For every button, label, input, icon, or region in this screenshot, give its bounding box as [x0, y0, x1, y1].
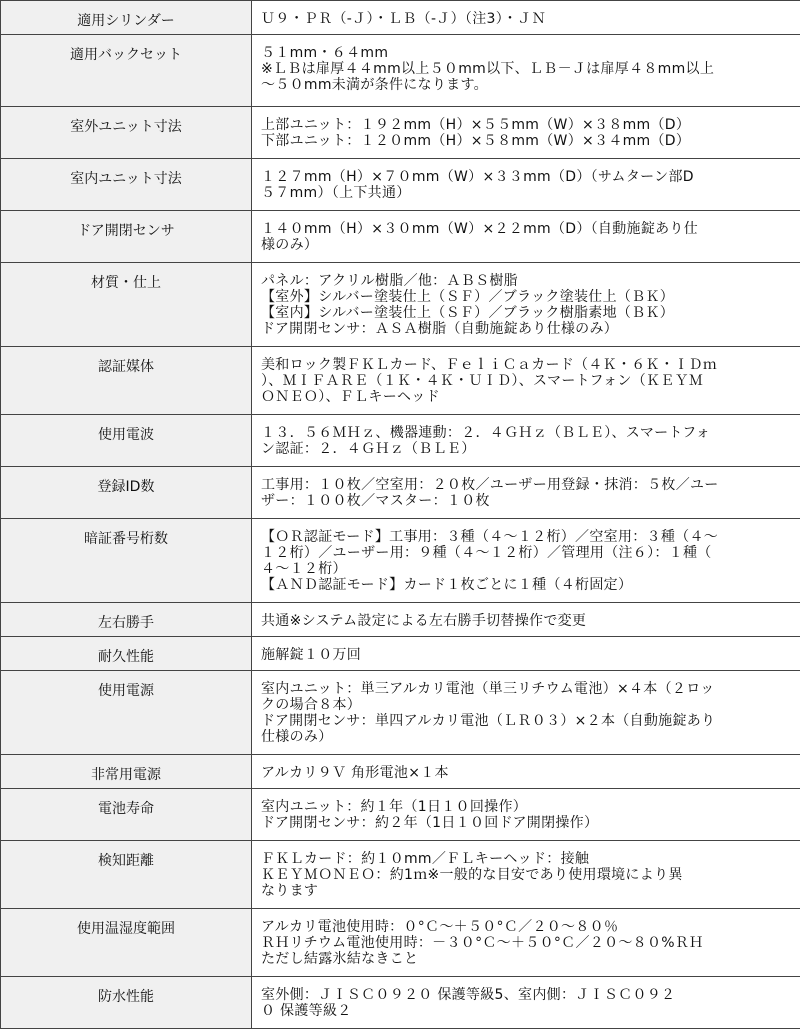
spec-value-line: 上部ユニット：１９２mm（H）×５５mm（W）×３８mm（D）	[261, 117, 691, 133]
spec-value-line: ドア開閉センサ：単四アルカリ電池（ＬＲ０３）×２本（自動施錠あり	[261, 713, 716, 729]
spec-value-line: Ｕ９・ＰＲ（-Ｊ）・ＬＢ（-Ｊ）（注3）・ＪＮ	[261, 11, 546, 27]
spec-value	[252, 211, 800, 263]
spec-value-line: パネル：アクリル樹脂／他：ＡＢＳ樹脂	[261, 273, 518, 289]
spec-value	[252, 671, 800, 755]
spec-label: 認証媒体	[1, 347, 252, 415]
spec-value-line: ドア開閉センサ：約２年（1日１０回ドア開閉操作）	[261, 815, 599, 831]
spec-row	[1, 671, 800, 755]
spec-value-line: 室内ユニット：約１年（1日１０回操作）	[261, 799, 528, 815]
spec-value	[252, 347, 800, 415]
spec-label: 検知距離	[1, 841, 252, 909]
spec-value	[252, 637, 800, 671]
spec-value-line: １４０mm（H）×３０mm（W）×２２mm（D）（自動施錠あり仕	[261, 221, 699, 237]
spec-value-line: ※ＬＢは扉厚４４mm以上５０mm以下、ＬＢ－Ｊは扉厚４８mm以上	[261, 61, 715, 77]
spec-label: 電池寿命	[1, 789, 252, 841]
spec-value	[252, 107, 800, 159]
spec-value-line: ０ 保護等級２	[261, 1003, 352, 1019]
spec-value-line: ５１mm・６４mm	[261, 45, 389, 61]
spec-value-line: 【室内】シルバー塗装仕上（ＳＦ）／ブラック樹脂素地（ＢＫ）	[261, 305, 675, 321]
spec-value	[252, 755, 800, 789]
spec-label: 非常用電源	[1, 755, 252, 789]
spec-value	[252, 1, 800, 35]
spec-value-line: 施解錠１０万回	[261, 647, 362, 663]
spec-value-line: 【ＯＲ認証モード】工事用：３種（４～１２桁）／空室用：３種（４～	[261, 529, 719, 545]
spec-row	[1, 519, 800, 603]
spec-label: ドア開閉センサ	[1, 211, 252, 263]
spec-value-line: １３．５６ＭＨｚ、機器連動：２．４ＧＨｚ（ＢＬＥ）、スマートフォ	[261, 425, 711, 441]
spec-value	[252, 159, 800, 211]
spec-label: 暗証番号桁数	[1, 519, 252, 603]
spec-value-line: ）、ＭＩＦＡＲＥ（１Ｋ・４Ｋ・ＵＩＤ）、スマートフォン（ＫＥＹＭ	[261, 373, 704, 389]
spec-value-line: ただし結露氷結なきこと	[261, 951, 419, 967]
spec-row	[1, 1, 800, 35]
spec-row	[1, 637, 800, 671]
spec-row	[1, 977, 800, 1029]
spec-row	[1, 755, 800, 789]
spec-value-line: なります	[261, 883, 319, 899]
spec-label: 適用シリンダー	[1, 1, 252, 35]
spec-value	[252, 909, 800, 977]
spec-value-line: 美和ロック製ＦＫＬカード、ＦｅｌｉＣａカード（４Ｋ・６Ｋ・ＩＤｍ	[261, 357, 718, 373]
spec-value-line: ドア開閉センサ：ＡＳＡ樹脂（自動施錠あり仕様のみ）	[261, 321, 619, 337]
spec-value	[252, 467, 800, 519]
spec-value-line: 仕様のみ）	[261, 729, 333, 745]
spec-value	[252, 841, 800, 909]
spec-value	[252, 977, 800, 1029]
spec-label: 左右勝手	[1, 603, 252, 637]
spec-value-line: 室内ユニット：単三アルカリ電池（単三リチウム電池）×４本（２ロッ	[261, 681, 715, 697]
spec-value-line: ザー：１００枚／マスター：１０枚	[261, 493, 490, 509]
spec-label: 使用電波	[1, 415, 252, 467]
spec-row	[1, 107, 800, 159]
spec-value-line: 【室外】シルバー塗装仕上（ＳＦ）／ブラック塗装仕上（ＢＫ）	[261, 289, 675, 305]
spec-value-line: ＲＨリチウム電池使用時：－３０°Ｃ～＋５０°Ｃ／２０～８０%ＲＨ	[261, 935, 704, 951]
spec-value	[252, 415, 800, 467]
spec-value-line: ～５０mm未満が条件になります。	[261, 77, 488, 93]
spec-value	[252, 603, 800, 637]
spec-label: 適用バックセット	[1, 35, 252, 107]
spec-label: 使用温湿度範囲	[1, 909, 252, 977]
spec-value-line: １２７mm（H）×７０mm（W）×３３mm（D）（サムターン部D	[261, 169, 694, 185]
spec-value-line: ＫＥＹＭＯＮＥＯ：約1ｍ※一般的な目安であり使用環境により異	[261, 867, 683, 883]
spec-row	[1, 159, 800, 211]
spec-row	[1, 603, 800, 637]
spec-label: 室内ユニット寸法	[1, 159, 252, 211]
spec-row	[1, 211, 800, 263]
spec-value-line: 下部ユニット：１２０mm（H）×５８mm（W）×３４mm（D）	[261, 133, 691, 149]
spec-label: 材質・仕上	[1, 263, 252, 347]
spec-row	[1, 347, 800, 415]
spec-value	[252, 35, 800, 107]
spec-value-line: ５７mm）（上下共通）	[261, 185, 411, 201]
spec-value	[252, 789, 800, 841]
spec-value	[252, 263, 800, 347]
spec-label: 登録ID数	[1, 467, 252, 519]
spec-value-line: 室外側：ＪＩＳＣ０９２０ 保護等級5、室内側：ＪＩＳＣ０９２	[261, 987, 676, 1003]
spec-row	[1, 467, 800, 519]
spec-value-line: １２桁）／ユーザー用：９種（４～１２桁）／管理用（注６）：１種（	[261, 545, 712, 561]
spec-row	[1, 909, 800, 977]
spec-value	[252, 519, 800, 603]
spec-row	[1, 35, 800, 107]
spec-label: 室外ユニット寸法	[1, 107, 252, 159]
spec-value-line: ＦＫＬカード：約１０mm／ＦＬキーヘッド：接触	[261, 851, 590, 867]
spec-label: 耐久性能	[1, 637, 252, 671]
spec-value-line: 【ＡＮＤ認証モード】カード１枚ごとに１種（４桁固定）	[261, 577, 633, 593]
spec-value-line: ン認証：２．４ＧＨｚ（ＢＬＥ）	[261, 441, 476, 457]
spec-label: 防水性能	[1, 977, 252, 1029]
spec-value-line: 共通※システム設定による左右勝手切替操作で変更	[261, 613, 587, 629]
spec-value-line: ４～１２桁）	[261, 561, 347, 577]
spec-value-line: アルカリ電池使用時：０°Ｃ～＋５０°Ｃ／２０～８０％	[261, 919, 619, 935]
spec-row	[1, 789, 800, 841]
spec-row	[1, 415, 800, 467]
spec-row	[1, 841, 800, 909]
spec-value-line: クの場合８本）	[261, 697, 362, 713]
spec-table-body	[1, 1, 800, 1029]
spec-value-line: ＯＮＥＯ）、ＦＬキーヘッド	[261, 389, 440, 405]
spec-row	[1, 263, 800, 347]
spec-label: 使用電源	[1, 671, 252, 755]
spec-value-line: 工事用：１０枚／空室用：２０枚／ユーザー用登録・抹消：５枚／ユー	[261, 477, 719, 493]
spec-value-line: アルカリ９Ｖ 角形電池×１本	[261, 765, 449, 781]
spec-value-line: 様のみ）	[261, 237, 319, 253]
